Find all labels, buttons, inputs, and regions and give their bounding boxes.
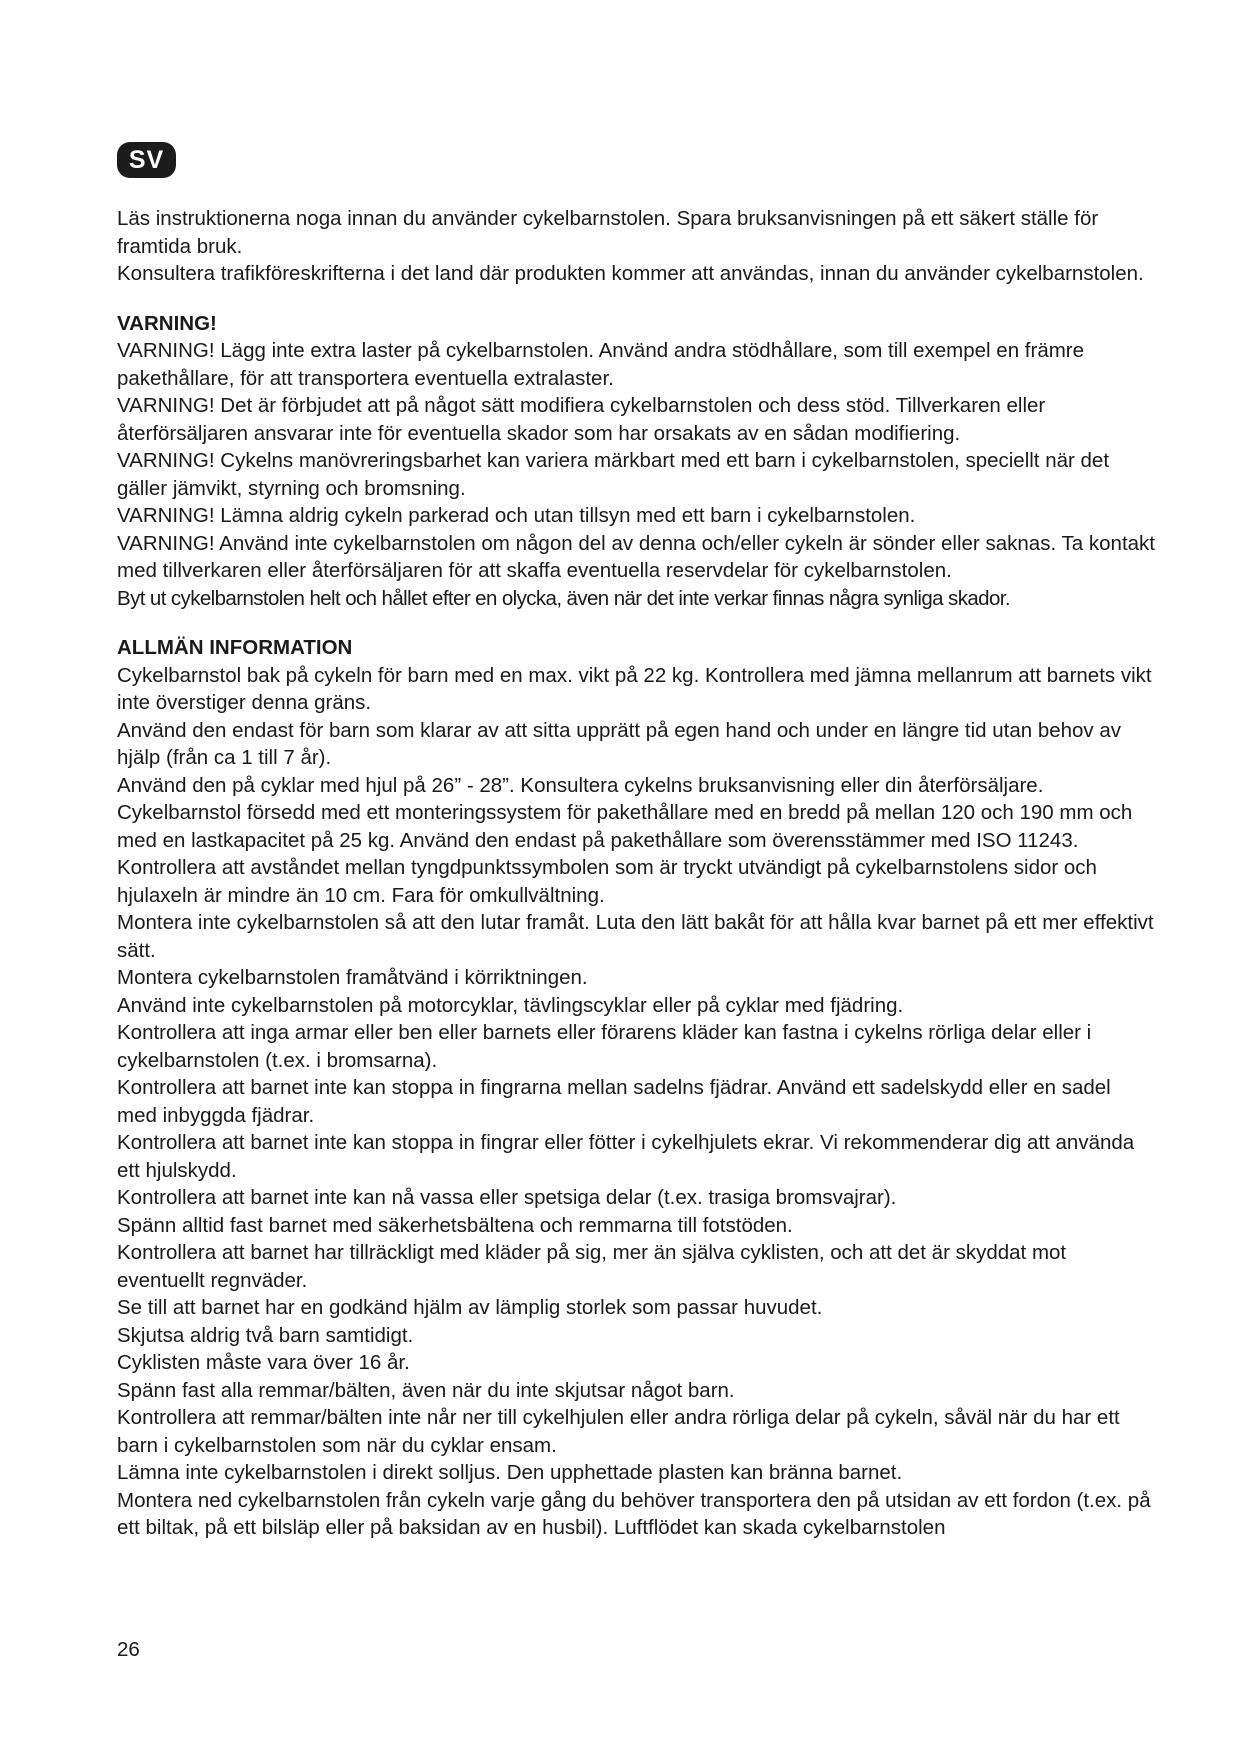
- info-item: Montera cykelbarnstolen framåtvänd i körriktningen.: [117, 966, 588, 989]
- info-item: Kontrollera att barnet har tillräckligt med kläder på sig, mer än själva cyklisten, och att det är skyddat mot eventuellt regnväder.: [117, 1241, 1067, 1292]
- info-item: Skjutsa aldrig två barn samtidigt.: [117, 1323, 414, 1347]
- info-item: Montera ned cykelbarnstolen från cykeln varje gång du behöver transportera den på utsidan av ett fordon (t.ex. på ett biltak, på ett bilsläp eller på baksidan av en husbil). Luftflödet kan skada cykelbarnstolen: [117, 1488, 1151, 1539]
- general-info-heading: ALLMÄN INFORMATION: [117, 636, 353, 659]
- warning-item: VARNING! Cykelns manövreringsbarhet kan variera märkbart med ett barn i cykelbarnstolen, speciellt när det gäller jämvikt, styrning och bromsning.: [117, 449, 1110, 500]
- warning-item: VARNING! Lämna aldrig cykeln parkerad och utan tillsyn med ett barn i cykelbarnstolen.: [117, 504, 916, 527]
- language-badge: SV: [117, 142, 176, 178]
- info-item: Kontrollera att barnet inte kan nå vassa eller spetsiga delar (t.ex. trasiga bromsvajrar).: [117, 1186, 897, 1209]
- warning-item: Byt ut cykelbarnstolen helt och hållet efter en olycka, även när det inte verkar finnas några synliga skador.: [117, 586, 1010, 610]
- intro-section: [117, 205, 1155, 288]
- info-item: Lämna inte cykelbarnstolen i direkt solljus. Den upphettade plasten kan bränna barnet.: [117, 1461, 903, 1484]
- page-number: 26: [117, 1638, 140, 1661]
- info-item: Cyklisten måste vara över 16 år.: [117, 1351, 410, 1374]
- info-item: Kontrollera att inga armar eller ben eller barnets eller förarens kläder kan fastna i cykelns rörliga delar eller i cykelbarnstolen (t.ex. i bromsarna).: [117, 1021, 1092, 1072]
- page-content: [117, 205, 1155, 1542]
- info-item: Använd inte cykelbarnstolen på motorcyklar, tävlingscyklar eller på cyklar med fjädring.: [117, 993, 904, 1017]
- warning-item: VARNING! Använd inte cykelbarnstolen om någon del av denna och/eller cykeln är sönder eller saknas. Ta kontakt med tillverkaren eller återförsäljaren för att skaffa eventuella reservdelar för cykelbarnstolen.: [117, 531, 1155, 582]
- info-item: Använd den endast för barn som klarar av att sitta upprätt på egen hand och under en längre tid utan behov av hjälp (från ca 1 till 7 år).: [117, 718, 1122, 769]
- info-item: Kontrollera att barnet inte kan stoppa in fingrar eller fötter i cykelhjulets ekrar. Vi rekommenderar dig att använda ett hjulskydd.: [117, 1131, 1135, 1182]
- info-item: Montera inte cykelbarnstolen så att den lutar framåt. Luta den lätt bakåt för att hålla kvar barnet på ett mer effektivt sätt.: [117, 911, 1154, 962]
- info-item: Kontrollera att remmar/bälten inte når ner till cykelhjulen eller andra rörliga delar på cykeln, såväl när du har ett barn i cykelbarnstolen som när du cyklar ensam.: [117, 1406, 1120, 1457]
- warning-section: [117, 310, 1155, 613]
- warning-item: VARNING! Det är förbjudet att på något sätt modifiera cykelbarnstolen och dess stöd. Tillverkaren eller återförsäljaren ansvarar inte för eventuella skador som har orsakats av en sådan modifiering.: [117, 394, 1046, 445]
- info-item: Spänn fast alla remmar/bälten, även när du inte skjutsar något barn.: [117, 1378, 735, 1402]
- info-item: Kontrollera att avståndet mellan tyngdpunktssymbolen som är tryckt utvändigt på cykelbarnstolens sidor och hjulaxeln är mindre än 10 cm. Fara för omkullvältning.: [117, 856, 1097, 907]
- intro-paragraph: Konsultera trafikföreskrifterna i det land där produkten kommer att användas, innan du använder cykelbarnstolen.: [117, 262, 1144, 285]
- info-item: Spänn alltid fast barnet med säkerhetsbältena och remmarna till fotstöden.: [117, 1213, 793, 1237]
- intro-paragraph: Läs instruktionerna noga innan du använder cykelbarnstolen. Spara bruksanvisningen på ett säkert ställe för framtida bruk.: [117, 207, 1099, 258]
- warning-heading: VARNING!: [117, 311, 217, 335]
- info-item: Cykelbarnstol försedd med ett monteringssystem för pakethållare med en bredd på mellan 120 och 190 mm och med en lastkapacitet på 25 kg. Använd den endast på pakethållare som överensstämmer med ISO 11243.: [117, 801, 1133, 852]
- info-item: Kontrollera att barnet inte kan stoppa in fingrarna mellan sadelns fjädrar. Använd ett sadelskydd eller en sadel med inbyggda fjädrar.: [117, 1076, 1111, 1127]
- warning-item: VARNING! Lägg inte extra laster på cykelbarnstolen. Använd andra stödhållare, som till exempel en främre pakethållare, för att transportera eventuella extralaster.: [117, 339, 1085, 390]
- info-item: Använd den på cyklar med hjul på 26” - 28”. Konsultera cykelns bruksanvisning eller din återförsäljare.: [117, 773, 1044, 797]
- info-item: Cykelbarnstol bak på cykeln för barn med en max. vikt på 22 kg. Kontrollera med jämna mellanrum att barnets vikt inte överstiger denna gräns.: [117, 663, 1152, 714]
- general-info-section: [117, 634, 1155, 1542]
- info-item: Se till att barnet har en godkänd hjälm av lämplig storlek som passar huvudet.: [117, 1296, 823, 1319]
